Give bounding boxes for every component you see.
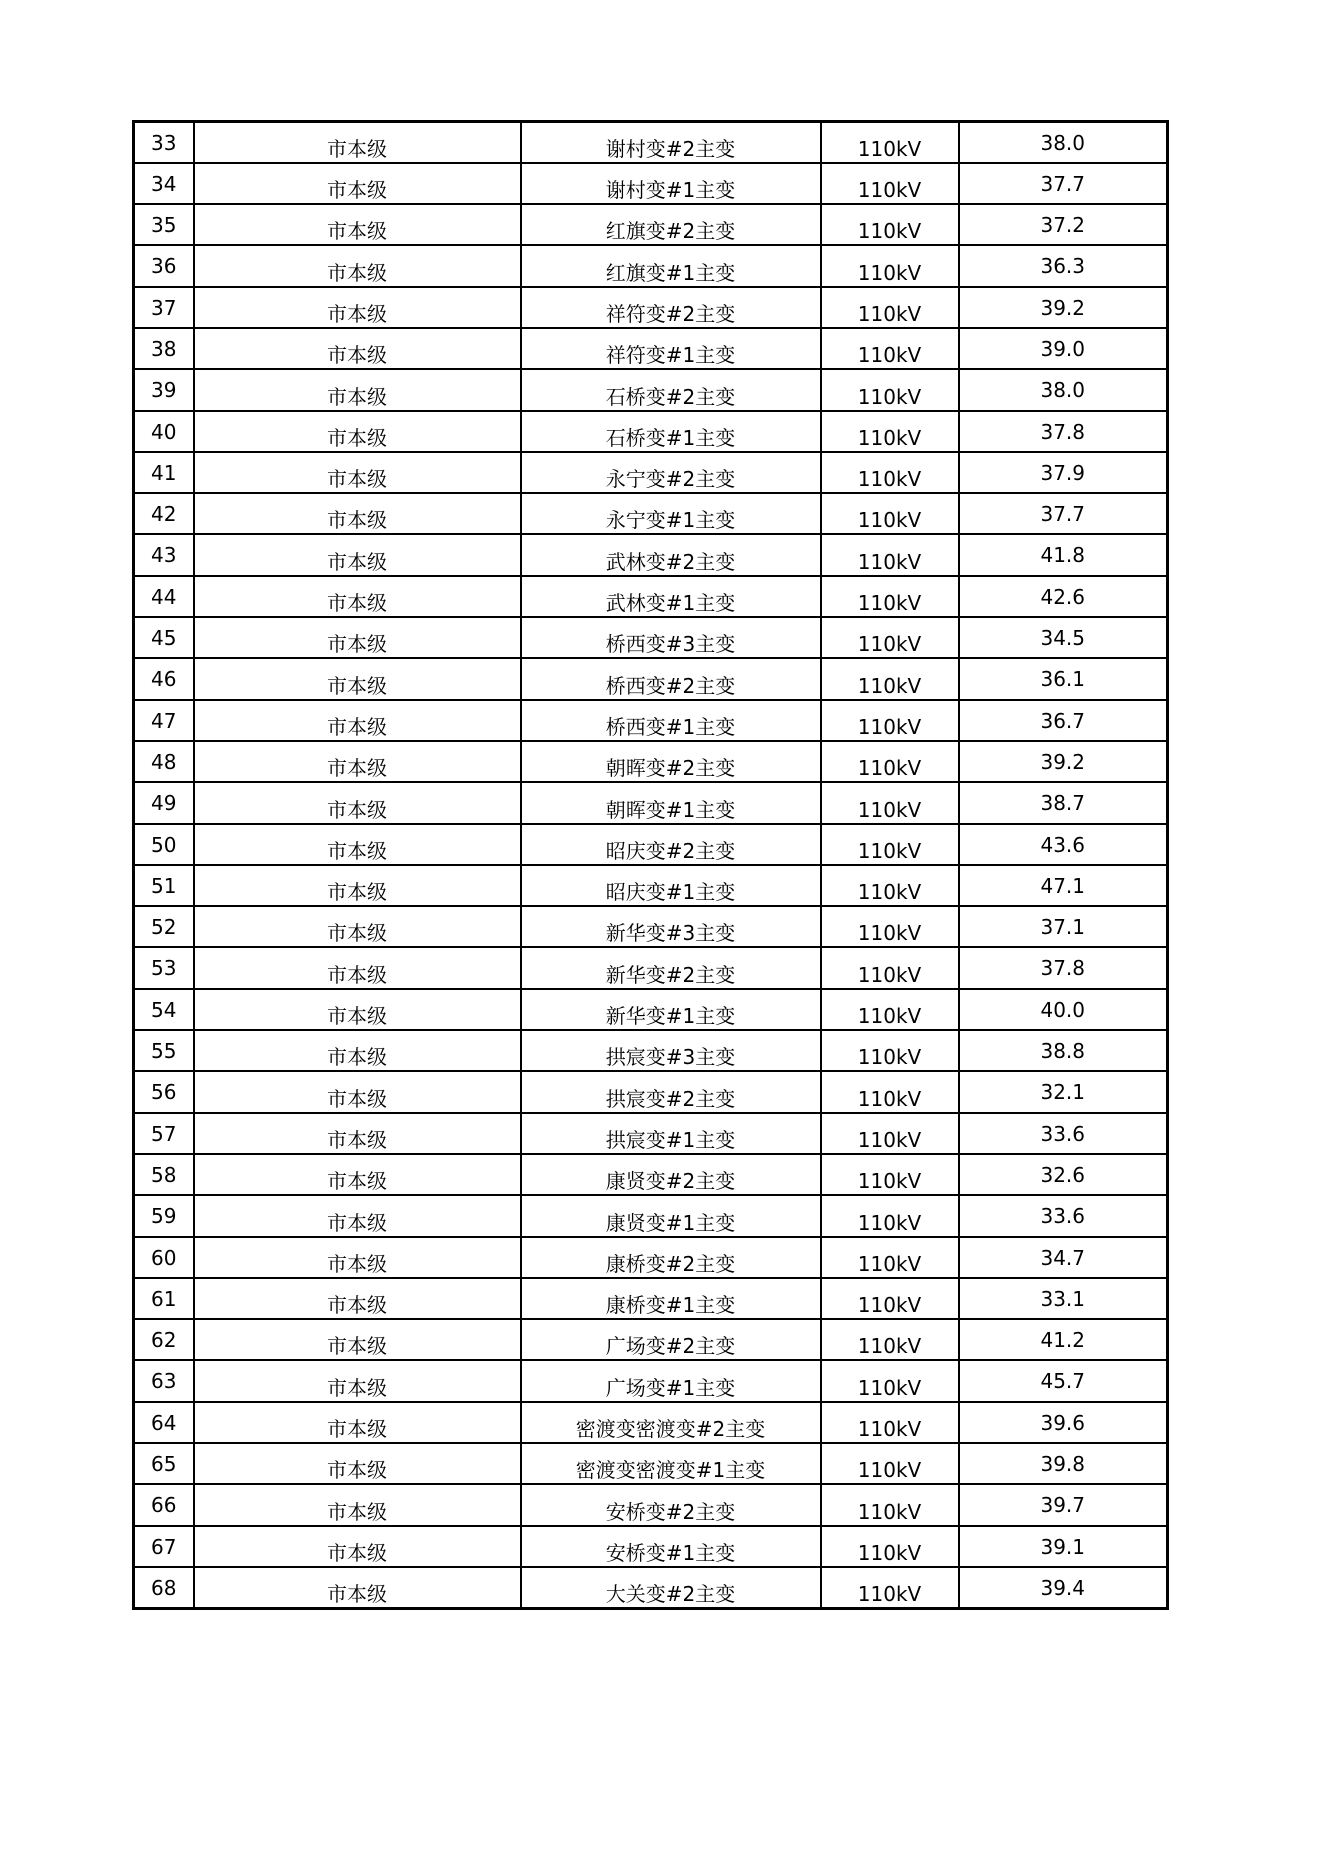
level-cell: 市本级 bbox=[194, 1154, 521, 1195]
value-cell: 38.0 bbox=[959, 369, 1168, 410]
transformer-name-cell: 拱宸变#3主变 bbox=[521, 1030, 821, 1071]
level-cell: 市本级 bbox=[194, 1237, 521, 1278]
level-cell: 市本级 bbox=[194, 947, 521, 988]
level-cell: 市本级 bbox=[194, 452, 521, 493]
value-cell: 39.8 bbox=[959, 1443, 1168, 1484]
level-cell: 市本级 bbox=[194, 1443, 521, 1484]
voltage-cell: 110kV bbox=[821, 411, 959, 452]
row-number-cell: 40 bbox=[134, 411, 194, 452]
row-number-cell: 68 bbox=[134, 1567, 194, 1608]
transformer-name-cell: 安桥变#1主变 bbox=[521, 1526, 821, 1567]
level-cell: 市本级 bbox=[194, 617, 521, 658]
level-cell: 市本级 bbox=[194, 1071, 521, 1112]
voltage-cell: 110kV bbox=[821, 493, 959, 534]
value-cell: 37.7 bbox=[959, 163, 1168, 204]
value-cell: 39.4 bbox=[959, 1567, 1168, 1608]
value-cell: 37.1 bbox=[959, 906, 1168, 947]
level-cell: 市本级 bbox=[194, 576, 521, 617]
row-number-cell: 36 bbox=[134, 245, 194, 286]
voltage-cell: 110kV bbox=[821, 617, 959, 658]
value-cell: 38.7 bbox=[959, 782, 1168, 823]
table-row bbox=[134, 534, 1168, 575]
level-cell: 市本级 bbox=[194, 1526, 521, 1567]
table-row bbox=[134, 782, 1168, 823]
table-row bbox=[134, 989, 1168, 1030]
table-row bbox=[134, 700, 1168, 741]
voltage-cell: 110kV bbox=[821, 1237, 959, 1278]
value-cell: 39.6 bbox=[959, 1402, 1168, 1443]
level-cell: 市本级 bbox=[194, 204, 521, 245]
value-cell: 37.7 bbox=[959, 493, 1168, 534]
level-cell: 市本级 bbox=[194, 1278, 521, 1319]
transformer-name-cell: 祥符变#1主变 bbox=[521, 328, 821, 369]
voltage-cell: 110kV bbox=[821, 1402, 959, 1443]
value-cell: 41.2 bbox=[959, 1319, 1168, 1360]
table-row bbox=[134, 287, 1168, 328]
table-row bbox=[134, 1030, 1168, 1071]
voltage-cell: 110kV bbox=[821, 1526, 959, 1567]
transformer-name-cell: 新华变#2主变 bbox=[521, 947, 821, 988]
row-number-cell: 35 bbox=[134, 204, 194, 245]
voltage-cell: 110kV bbox=[821, 576, 959, 617]
table-row bbox=[134, 1071, 1168, 1112]
table-row bbox=[134, 1567, 1168, 1608]
level-cell: 市本级 bbox=[194, 989, 521, 1030]
table-row bbox=[134, 617, 1168, 658]
table-row bbox=[134, 1443, 1168, 1484]
row-number-cell: 57 bbox=[134, 1113, 194, 1154]
transformer-load-table bbox=[132, 120, 1169, 1610]
level-cell: 市本级 bbox=[194, 1030, 521, 1071]
row-number-cell: 50 bbox=[134, 824, 194, 865]
voltage-cell: 110kV bbox=[821, 989, 959, 1030]
table-row bbox=[134, 1113, 1168, 1154]
row-number-cell: 60 bbox=[134, 1237, 194, 1278]
voltage-cell: 110kV bbox=[821, 865, 959, 906]
value-cell: 40.0 bbox=[959, 989, 1168, 1030]
row-number-cell: 63 bbox=[134, 1360, 194, 1401]
voltage-cell: 110kV bbox=[821, 947, 959, 988]
transformer-name-cell: 康贤变#1主变 bbox=[521, 1195, 821, 1236]
level-cell: 市本级 bbox=[194, 1402, 521, 1443]
level-cell: 市本级 bbox=[194, 1319, 521, 1360]
voltage-cell: 110kV bbox=[821, 824, 959, 865]
level-cell: 市本级 bbox=[194, 1567, 521, 1608]
transformer-name-cell: 谢村变#1主变 bbox=[521, 163, 821, 204]
transformer-name-cell: 武林变#1主变 bbox=[521, 576, 821, 617]
voltage-cell: 110kV bbox=[821, 1278, 959, 1319]
voltage-cell: 110kV bbox=[821, 1154, 959, 1195]
voltage-cell: 110kV bbox=[821, 534, 959, 575]
row-number-cell: 34 bbox=[134, 163, 194, 204]
row-number-cell: 65 bbox=[134, 1443, 194, 1484]
level-cell: 市本级 bbox=[194, 245, 521, 286]
transformer-name-cell: 昭庆变#2主变 bbox=[521, 824, 821, 865]
voltage-cell: 110kV bbox=[821, 1443, 959, 1484]
table-row bbox=[134, 947, 1168, 988]
voltage-cell: 110kV bbox=[821, 1360, 959, 1401]
table-row bbox=[134, 865, 1168, 906]
table-row bbox=[134, 493, 1168, 534]
row-number-cell: 64 bbox=[134, 1402, 194, 1443]
transformer-name-cell: 康桥变#2主变 bbox=[521, 1237, 821, 1278]
row-number-cell: 44 bbox=[134, 576, 194, 617]
level-cell: 市本级 bbox=[194, 1195, 521, 1236]
voltage-cell: 110kV bbox=[821, 204, 959, 245]
table-row bbox=[134, 658, 1168, 699]
value-cell: 37.8 bbox=[959, 411, 1168, 452]
level-cell: 市本级 bbox=[194, 1113, 521, 1154]
value-cell: 37.8 bbox=[959, 947, 1168, 988]
table-row bbox=[134, 1237, 1168, 1278]
row-number-cell: 59 bbox=[134, 1195, 194, 1236]
table-row bbox=[134, 122, 1168, 163]
table-row bbox=[134, 1278, 1168, 1319]
transformer-name-cell: 安桥变#2主变 bbox=[521, 1484, 821, 1525]
voltage-cell: 110kV bbox=[821, 658, 959, 699]
value-cell: 45.7 bbox=[959, 1360, 1168, 1401]
level-cell: 市本级 bbox=[194, 1484, 521, 1525]
table-row bbox=[134, 452, 1168, 493]
transformer-name-cell: 石桥变#2主变 bbox=[521, 369, 821, 410]
value-cell: 39.7 bbox=[959, 1484, 1168, 1525]
transformer-name-cell: 康贤变#2主变 bbox=[521, 1154, 821, 1195]
row-number-cell: 54 bbox=[134, 989, 194, 1030]
row-number-cell: 43 bbox=[134, 534, 194, 575]
value-cell: 37.9 bbox=[959, 452, 1168, 493]
table-row bbox=[134, 1526, 1168, 1567]
transformer-name-cell: 桥西变#3主变 bbox=[521, 617, 821, 658]
level-cell: 市本级 bbox=[194, 658, 521, 699]
transformer-name-cell: 红旗变#2主变 bbox=[521, 204, 821, 245]
value-cell: 33.6 bbox=[959, 1195, 1168, 1236]
row-number-cell: 33 bbox=[134, 122, 194, 163]
level-cell: 市本级 bbox=[194, 122, 521, 163]
table-row bbox=[134, 1484, 1168, 1525]
voltage-cell: 110kV bbox=[821, 328, 959, 369]
level-cell: 市本级 bbox=[194, 163, 521, 204]
table-row bbox=[134, 824, 1168, 865]
transformer-name-cell: 新华变#1主变 bbox=[521, 989, 821, 1030]
value-cell: 34.5 bbox=[959, 617, 1168, 658]
row-number-cell: 66 bbox=[134, 1484, 194, 1525]
voltage-cell: 110kV bbox=[821, 1567, 959, 1608]
row-number-cell: 37 bbox=[134, 287, 194, 328]
table-row bbox=[134, 1360, 1168, 1401]
transformer-name-cell: 拱宸变#1主变 bbox=[521, 1113, 821, 1154]
voltage-cell: 110kV bbox=[821, 1113, 959, 1154]
table-row bbox=[134, 1195, 1168, 1236]
transformer-name-cell: 谢村变#2主变 bbox=[521, 122, 821, 163]
voltage-cell: 110kV bbox=[821, 369, 959, 410]
transformer-name-cell: 大关变#2主变 bbox=[521, 1567, 821, 1608]
value-cell: 38.0 bbox=[959, 122, 1168, 163]
value-cell: 42.6 bbox=[959, 576, 1168, 617]
level-cell: 市本级 bbox=[194, 493, 521, 534]
value-cell: 41.8 bbox=[959, 534, 1168, 575]
voltage-cell: 110kV bbox=[821, 122, 959, 163]
table-row bbox=[134, 245, 1168, 286]
transformer-name-cell: 新华变#3主变 bbox=[521, 906, 821, 947]
value-cell: 34.7 bbox=[959, 1237, 1168, 1278]
row-number-cell: 38 bbox=[134, 328, 194, 369]
row-number-cell: 53 bbox=[134, 947, 194, 988]
transformer-name-cell: 密渡变密渡变#1主变 bbox=[521, 1443, 821, 1484]
table-row bbox=[134, 1154, 1168, 1195]
value-cell: 36.7 bbox=[959, 700, 1168, 741]
level-cell: 市本级 bbox=[194, 906, 521, 947]
voltage-cell: 110kV bbox=[821, 1195, 959, 1236]
row-number-cell: 55 bbox=[134, 1030, 194, 1071]
value-cell: 36.3 bbox=[959, 245, 1168, 286]
row-number-cell: 51 bbox=[134, 865, 194, 906]
voltage-cell: 110kV bbox=[821, 782, 959, 823]
row-number-cell: 48 bbox=[134, 741, 194, 782]
voltage-cell: 110kV bbox=[821, 741, 959, 782]
table-row bbox=[134, 1402, 1168, 1443]
level-cell: 市本级 bbox=[194, 534, 521, 575]
voltage-cell: 110kV bbox=[821, 163, 959, 204]
table-row bbox=[134, 369, 1168, 410]
row-number-cell: 52 bbox=[134, 906, 194, 947]
value-cell: 32.1 bbox=[959, 1071, 1168, 1112]
transformer-name-cell: 永宁变#2主变 bbox=[521, 452, 821, 493]
voltage-cell: 110kV bbox=[821, 1071, 959, 1112]
transformer-name-cell: 拱宸变#2主变 bbox=[521, 1071, 821, 1112]
voltage-cell: 110kV bbox=[821, 452, 959, 493]
value-cell: 37.2 bbox=[959, 204, 1168, 245]
level-cell: 市本级 bbox=[194, 287, 521, 328]
level-cell: 市本级 bbox=[194, 824, 521, 865]
value-cell: 32.6 bbox=[959, 1154, 1168, 1195]
value-cell: 39.2 bbox=[959, 287, 1168, 328]
table-row bbox=[134, 1319, 1168, 1360]
transformer-name-cell: 祥符变#2主变 bbox=[521, 287, 821, 328]
level-cell: 市本级 bbox=[194, 369, 521, 410]
row-number-cell: 67 bbox=[134, 1526, 194, 1567]
table-body bbox=[134, 122, 1168, 1609]
transformer-name-cell: 桥西变#2主变 bbox=[521, 658, 821, 699]
level-cell: 市本级 bbox=[194, 700, 521, 741]
transformer-name-cell: 广场变#1主变 bbox=[521, 1360, 821, 1401]
row-number-cell: 45 bbox=[134, 617, 194, 658]
voltage-cell: 110kV bbox=[821, 700, 959, 741]
voltage-cell: 110kV bbox=[821, 1484, 959, 1525]
transformer-name-cell: 朝晖变#1主变 bbox=[521, 782, 821, 823]
transformer-name-cell: 永宁变#1主变 bbox=[521, 493, 821, 534]
transformer-name-cell: 桥西变#1主变 bbox=[521, 700, 821, 741]
row-number-cell: 49 bbox=[134, 782, 194, 823]
level-cell: 市本级 bbox=[194, 1360, 521, 1401]
row-number-cell: 58 bbox=[134, 1154, 194, 1195]
value-cell: 39.0 bbox=[959, 328, 1168, 369]
value-cell: 47.1 bbox=[959, 865, 1168, 906]
row-number-cell: 41 bbox=[134, 452, 194, 493]
level-cell: 市本级 bbox=[194, 741, 521, 782]
value-cell: 33.1 bbox=[959, 1278, 1168, 1319]
value-cell: 38.8 bbox=[959, 1030, 1168, 1071]
table-row bbox=[134, 328, 1168, 369]
level-cell: 市本级 bbox=[194, 411, 521, 452]
transformer-name-cell: 密渡变密渡变#2主变 bbox=[521, 1402, 821, 1443]
table-row bbox=[134, 163, 1168, 204]
transformer-name-cell: 石桥变#1主变 bbox=[521, 411, 821, 452]
value-cell: 39.2 bbox=[959, 741, 1168, 782]
voltage-cell: 110kV bbox=[821, 245, 959, 286]
voltage-cell: 110kV bbox=[821, 287, 959, 328]
value-cell: 43.6 bbox=[959, 824, 1168, 865]
value-cell: 39.1 bbox=[959, 1526, 1168, 1567]
level-cell: 市本级 bbox=[194, 328, 521, 369]
voltage-cell: 110kV bbox=[821, 906, 959, 947]
transformer-name-cell: 朝晖变#2主变 bbox=[521, 741, 821, 782]
value-cell: 33.6 bbox=[959, 1113, 1168, 1154]
table-row bbox=[134, 906, 1168, 947]
transformer-name-cell: 红旗变#1主变 bbox=[521, 245, 821, 286]
transformer-name-cell: 武林变#2主变 bbox=[521, 534, 821, 575]
transformer-name-cell: 康桥变#1主变 bbox=[521, 1278, 821, 1319]
level-cell: 市本级 bbox=[194, 782, 521, 823]
transformer-name-cell: 昭庆变#1主变 bbox=[521, 865, 821, 906]
row-number-cell: 61 bbox=[134, 1278, 194, 1319]
row-number-cell: 46 bbox=[134, 658, 194, 699]
value-cell: 36.1 bbox=[959, 658, 1168, 699]
table-row bbox=[134, 411, 1168, 452]
table-row bbox=[134, 576, 1168, 617]
row-number-cell: 42 bbox=[134, 493, 194, 534]
voltage-cell: 110kV bbox=[821, 1030, 959, 1071]
row-number-cell: 62 bbox=[134, 1319, 194, 1360]
transformer-name-cell: 广场变#2主变 bbox=[521, 1319, 821, 1360]
level-cell: 市本级 bbox=[194, 865, 521, 906]
voltage-cell: 110kV bbox=[821, 1319, 959, 1360]
table-row bbox=[134, 741, 1168, 782]
table-row bbox=[134, 204, 1168, 245]
row-number-cell: 39 bbox=[134, 369, 194, 410]
row-number-cell: 56 bbox=[134, 1071, 194, 1112]
row-number-cell: 47 bbox=[134, 700, 194, 741]
